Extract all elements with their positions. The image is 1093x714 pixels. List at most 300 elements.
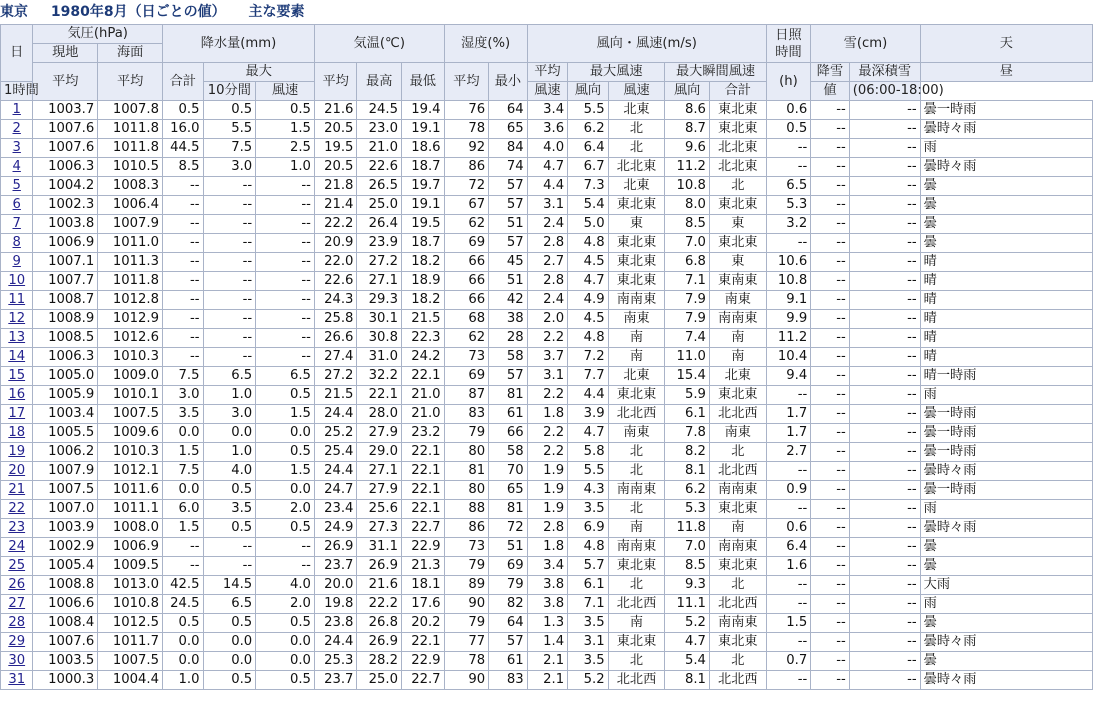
cell-wind-avg: 1.9 [527,500,568,519]
header-sunshine-unit: (h) [766,63,811,101]
table-row [1,177,1093,196]
day-link[interactable]: 15 [8,368,26,383]
cell-temp-avg: 23.7 [314,557,357,576]
cell-humidity-avg: 76 [444,101,489,120]
cell-precip-max-1h: 3.5 [203,500,256,519]
cell-snowfall-total: -- [811,101,849,120]
cell-humidity-min: 79 [489,576,528,595]
header-sea: 海面 [98,44,163,63]
cell-max-wind-speed: 4.5 [568,253,609,272]
cell-sunshine: 3.2 [766,215,811,234]
cell-sunshine: 10.4 [766,348,811,367]
cell-humidity-min: 70 [489,462,528,481]
cell-wind-avg: 4.4 [527,177,568,196]
cell-precip-max-1h: 7.5 [203,139,256,158]
cell-temp-max: 23.0 [357,120,402,139]
cell-humidity-avg: 77 [444,633,489,652]
cell-temp-avg: 21.8 [314,177,357,196]
cell-max-wind-dir: 東北東 [608,272,665,291]
cell-precip-max-1h: -- [203,310,256,329]
cell-max-wind-speed: 4.5 [568,310,609,329]
cell-humidity-min: 57 [489,633,528,652]
day-link[interactable]: 10 [8,273,26,288]
cell-humidity-min: 65 [489,120,528,139]
day-link[interactable]: 17 [8,406,26,421]
cell-humidity-avg: 72 [444,177,489,196]
cell-temp-max: 25.0 [357,671,402,690]
cell-pressure-sea-avg: 1012.9 [98,310,163,329]
cell-weather-daytime: 大雨 [920,576,1092,595]
table-row [1,272,1093,291]
day-link[interactable]: 26 [8,577,26,592]
cell-precip-max-10min: -- [256,253,315,272]
cell-temp-max: 29.3 [357,291,402,310]
cell-snowfall-total: -- [811,633,849,652]
cell-gust-dir: 南東 [709,291,766,310]
cell-gust-dir: 北 [709,177,766,196]
cell-snow-depth: -- [849,139,920,158]
table-row [1,139,1093,158]
cell-temp-avg: 23.8 [314,614,357,633]
cell-day[interactable] [1,367,33,386]
cell-temp-avg: 19.5 [314,139,357,158]
cell-sunshine: 10.8 [766,272,811,291]
cell-pressure-station-avg: 1007.6 [33,120,98,139]
cell-day[interactable] [1,310,33,329]
cell-humidity-avg: 79 [444,424,489,443]
cell-day[interactable] [1,671,33,690]
cell-max-wind-speed: 3.1 [568,633,609,652]
cell-precip-max-1h: 6.5 [203,367,256,386]
day-link[interactable]: 1 [12,102,21,117]
cell-pressure-station-avg: 1007.7 [33,272,98,291]
cell-gust-speed: 5.4 [665,652,710,671]
cell-max-wind-speed: 6.9 [568,519,609,538]
cell-day[interactable] [1,614,33,633]
cell-gust-speed: 7.0 [665,234,710,253]
cell-max-wind-dir: 北 [608,652,665,671]
cell-wind-avg: 2.8 [527,234,568,253]
table-row [1,196,1093,215]
cell-weather-daytime: 晴 [920,348,1092,367]
cell-temp-avg: 25.3 [314,652,357,671]
day-link[interactable]: 4 [12,159,21,174]
cell-pressure-sea-avg: 1009.0 [98,367,163,386]
cell-precip-total: 8.5 [163,158,204,177]
header-snow: 雪(cm) [811,25,920,63]
cell-day[interactable] [1,253,33,272]
cell-snow-depth: -- [849,177,920,196]
day-link[interactable]: 18 [8,425,26,440]
cell-humidity-avg: 66 [444,272,489,291]
cell-temp-min: 22.1 [402,481,445,500]
cell-gust-speed: 8.2 [665,443,710,462]
table-row [1,158,1093,177]
cell-pressure-sea-avg: 1011.8 [98,120,163,139]
header-humidity-min: 最小 [489,63,528,101]
cell-max-wind-speed: 3.5 [568,500,609,519]
cell-snow-depth: -- [849,215,920,234]
cell-precip-total: 7.5 [163,462,204,481]
cell-pressure-station-avg: 1006.3 [33,348,98,367]
header-precip: 降水量(mm) [163,25,315,63]
cell-temp-max: 22.2 [357,595,402,614]
cell-pressure-station-avg: 1002.9 [33,538,98,557]
cell-precip-total: -- [163,291,204,310]
cell-sunshine: 9.4 [766,367,811,386]
cell-day[interactable] [1,633,33,652]
day-link[interactable]: 12 [8,311,26,326]
cell-precip-total: 0.0 [163,424,204,443]
cell-max-wind-dir: 南南東 [608,538,665,557]
cell-wind-avg: 3.4 [527,557,568,576]
cell-day[interactable] [1,557,33,576]
cell-day[interactable] [1,234,33,253]
cell-wind-avg: 3.1 [527,367,568,386]
cell-sunshine: 9.9 [766,310,811,329]
cell-snow-depth: -- [849,329,920,348]
day-link[interactable]: 3 [12,140,21,155]
day-link[interactable]: 13 [8,330,26,345]
cell-gust-dir: 南 [709,519,766,538]
cell-temp-avg: 22.6 [314,272,357,291]
cell-temp-avg: 20.5 [314,158,357,177]
cell-day[interactable] [1,291,33,310]
day-link[interactable]: 19 [8,444,26,459]
day-link[interactable]: 24 [8,539,26,554]
cell-temp-min: 18.1 [402,576,445,595]
cell-max-wind-speed: 6.4 [568,139,609,158]
cell-wind-avg: 1.3 [527,614,568,633]
cell-max-wind-dir: 東北東 [608,386,665,405]
cell-max-wind-dir: 北北東 [608,158,665,177]
cell-pressure-station-avg: 1006.3 [33,158,98,177]
cell-day[interactable] [1,348,33,367]
cell-temp-avg: 22.0 [314,253,357,272]
cell-precip-max-10min: 0.0 [256,424,315,443]
table-row [1,614,1093,633]
cell-snow-depth: -- [849,120,920,139]
cell-max-wind-speed: 5.5 [568,462,609,481]
cell-pressure-station-avg: 1003.9 [33,519,98,538]
cell-humidity-avg: 90 [444,671,489,690]
header-max-wind-dir: 風向 [568,82,609,101]
cell-precip-total: -- [163,557,204,576]
cell-snowfall-total: -- [811,500,849,519]
cell-gust-speed: 8.6 [665,101,710,120]
header-snow-value: 値 [811,82,849,101]
cell-weather-daytime: 曇 [920,196,1092,215]
cell-snow-depth: -- [849,386,920,405]
cell-gust-dir: 南南東 [709,481,766,500]
table-row [1,310,1093,329]
cell-snowfall-total: -- [811,671,849,690]
cell-temp-avg: 27.4 [314,348,357,367]
cell-temp-min: 19.5 [402,215,445,234]
cell-snow-depth: -- [849,405,920,424]
cell-humidity-avg: 69 [444,367,489,386]
cell-gust-speed: 7.9 [665,310,710,329]
cell-day[interactable] [1,576,33,595]
cell-sunshine: 2.7 [766,443,811,462]
cell-wind-avg: 3.4 [527,101,568,120]
cell-gust-speed: 15.4 [665,367,710,386]
cell-snowfall-total: -- [811,348,849,367]
cell-sunshine: 1.7 [766,424,811,443]
day-link[interactable]: 9 [12,254,21,269]
cell-snow-depth: -- [849,158,920,177]
day-link[interactable]: 25 [8,558,26,573]
day-link[interactable]: 7 [12,216,21,231]
cell-gust-dir: 東北東 [709,557,766,576]
cell-snow-depth: -- [849,538,920,557]
table-container[interactable] [0,24,1024,714]
day-link[interactable]: 14 [8,349,26,364]
day-link[interactable]: 8 [12,235,21,250]
cell-max-wind-dir: 北北西 [608,405,665,424]
cell-day[interactable] [1,101,33,120]
day-link[interactable]: 5 [12,178,21,193]
cell-sunshine: 0.7 [766,652,811,671]
cell-pressure-station-avg: 1004.2 [33,177,98,196]
cell-sunshine: -- [766,500,811,519]
cell-day[interactable] [1,519,33,538]
cell-pressure-sea-avg: 1011.1 [98,500,163,519]
cell-precip-max-1h: 0.0 [203,424,256,443]
cell-precip-total: 0.5 [163,614,204,633]
cell-precip-total: 42.5 [163,576,204,595]
cell-pressure-sea-avg: 1009.5 [98,557,163,576]
cell-temp-avg: 26.9 [314,538,357,557]
day-link[interactable]: 6 [12,197,21,212]
cell-gust-speed: 6.1 [665,405,710,424]
cell-pressure-station-avg: 1000.3 [33,671,98,690]
cell-day[interactable] [1,215,33,234]
cell-temp-min: 17.6 [402,595,445,614]
cell-humidity-min: 61 [489,405,528,424]
cell-pressure-station-avg: 1007.1 [33,253,98,272]
cell-day[interactable] [1,595,33,614]
day-link[interactable]: 30 [8,653,26,668]
cell-weather-daytime: 曇 [920,234,1092,253]
table-row [1,120,1093,139]
cell-precip-max-10min: 0.0 [256,652,315,671]
cell-day[interactable] [1,443,33,462]
header-pressure-sea-avg: 平均 [98,63,163,101]
title-location: 東京 [0,4,28,20]
cell-day[interactable] [1,196,33,215]
cell-pressure-station-avg: 1002.3 [33,196,98,215]
cell-sunshine: -- [766,386,811,405]
cell-humidity-avg: 67 [444,196,489,215]
cell-pressure-sea-avg: 1007.9 [98,215,163,234]
cell-sunshine: 11.2 [766,329,811,348]
cell-precip-max-10min: -- [256,291,315,310]
day-link[interactable]: 23 [8,520,26,535]
cell-day[interactable] [1,405,33,424]
cell-precip-max-10min: 0.5 [256,101,315,120]
cell-sunshine: -- [766,234,811,253]
cell-temp-max: 27.3 [357,519,402,538]
cell-sunshine: 6.5 [766,177,811,196]
cell-precip-max-1h: -- [203,557,256,576]
cell-weather-daytime: 曇時々雨 [920,120,1092,139]
cell-day[interactable] [1,272,33,291]
cell-temp-min: 18.7 [402,234,445,253]
cell-day[interactable] [1,538,33,557]
cell-precip-max-10min: -- [256,234,315,253]
cell-pressure-sea-avg: 1010.1 [98,386,163,405]
day-link[interactable]: 21 [8,482,26,497]
cell-humidity-min: 82 [489,595,528,614]
header-gust-speed: 風速 [608,82,665,101]
cell-day[interactable] [1,177,33,196]
cell-weather-daytime: 曇一時雨 [920,405,1092,424]
cell-wind-avg: 4.7 [527,158,568,177]
cell-precip-total: 1.5 [163,443,204,462]
cell-humidity-min: 61 [489,652,528,671]
cell-gust-speed: 6.8 [665,253,710,272]
cell-wind-avg: 3.8 [527,576,568,595]
cell-pressure-station-avg: 1008.9 [33,310,98,329]
cell-wind-avg: 2.0 [527,310,568,329]
cell-gust-speed: 9.6 [665,139,710,158]
cell-max-wind-speed: 6.7 [568,158,609,177]
cell-day[interactable] [1,481,33,500]
cell-day[interactable] [1,386,33,405]
day-link[interactable]: 29 [8,634,26,649]
cell-precip-total: -- [163,196,204,215]
cell-temp-min: 19.4 [402,101,445,120]
cell-max-wind-dir: 東北東 [608,196,665,215]
cell-humidity-min: 42 [489,291,528,310]
cell-gust-speed: 7.1 [665,272,710,291]
cell-weather-daytime: 曇一時雨 [920,424,1092,443]
cell-temp-avg: 25.4 [314,443,357,462]
table-row [1,557,1093,576]
cell-temp-avg: 20.5 [314,120,357,139]
cell-temp-min: 22.7 [402,671,445,690]
cell-day[interactable] [1,462,33,481]
cell-precip-max-1h: -- [203,272,256,291]
cell-snowfall-total: -- [811,177,849,196]
cell-wind-avg: 1.8 [527,405,568,424]
cell-gust-dir: 東 [709,253,766,272]
cell-day[interactable] [1,424,33,443]
cell-max-wind-dir: 南南東 [608,481,665,500]
cell-max-wind-speed: 4.7 [568,424,609,443]
table-row [1,348,1093,367]
day-link[interactable]: 16 [8,387,26,402]
cell-temp-avg: 24.3 [314,291,357,310]
cell-max-wind-dir: 北 [608,120,665,139]
table-row [1,633,1093,652]
day-link[interactable]: 22 [8,501,26,516]
day-link[interactable]: 20 [8,463,26,478]
header-min10: 10分間 [203,82,256,101]
cell-temp-min: 23.2 [402,424,445,443]
header-snowfall: 降雪 [811,63,849,82]
cell-temp-max: 27.2 [357,253,402,272]
cell-temp-max: 30.8 [357,329,402,348]
cell-precip-max-10min: 0.0 [256,633,315,652]
cell-humidity-avg: 89 [444,576,489,595]
cell-sunshine: -- [766,671,811,690]
cell-temp-max: 23.9 [357,234,402,253]
cell-humidity-avg: 88 [444,500,489,519]
cell-pressure-station-avg: 1003.4 [33,405,98,424]
cell-pressure-station-avg: 1005.5 [33,424,98,443]
table-row [1,329,1093,348]
cell-pressure-station-avg: 1005.4 [33,557,98,576]
day-link[interactable]: 11 [8,292,26,307]
cell-weather-daytime: 雨 [920,500,1092,519]
cell-gust-speed: 7.4 [665,329,710,348]
day-link[interactable]: 2 [12,121,21,136]
cell-temp-max: 27.9 [357,481,402,500]
cell-day[interactable] [1,158,33,177]
cell-snow-depth: -- [849,633,920,652]
cell-weather-daytime: 雨 [920,386,1092,405]
cell-max-wind-dir: 北北西 [608,671,665,690]
cell-temp-max: 32.2 [357,367,402,386]
cell-humidity-avg: 73 [444,538,489,557]
header-daytime: 昼 [920,63,1092,82]
cell-precip-total: -- [163,329,204,348]
cell-wind-avg: 1.9 [527,481,568,500]
cell-max-wind-speed: 4.3 [568,481,609,500]
cell-precip-total: -- [163,272,204,291]
cell-precip-max-1h: 1.0 [203,386,256,405]
day-link[interactable]: 27 [8,596,26,611]
cell-snowfall-total: -- [811,310,849,329]
cell-wind-avg: 2.2 [527,329,568,348]
header-weather: 天 [920,25,1092,63]
day-link[interactable]: 31 [8,672,26,687]
cell-precip-max-10min: 0.5 [256,614,315,633]
cell-day[interactable] [1,329,33,348]
cell-max-wind-speed: 5.7 [568,557,609,576]
table-row [1,671,1093,690]
cell-temp-avg: 24.4 [314,633,357,652]
cell-temp-min: 18.2 [402,253,445,272]
cell-precip-max-1h: 5.5 [203,120,256,139]
cell-temp-avg: 21.6 [314,101,357,120]
cell-humidity-min: 72 [489,519,528,538]
cell-day[interactable] [1,500,33,519]
header-temp-min: 最低 [402,63,445,101]
header-sunshine: 日照 時間 [766,25,811,63]
cell-precip-total: 0.5 [163,101,204,120]
cell-humidity-avg: 66 [444,291,489,310]
cell-temp-avg: 21.5 [314,386,357,405]
cell-day[interactable] [1,652,33,671]
cell-temp-min: 22.9 [402,652,445,671]
cell-pressure-station-avg: 1008.8 [33,576,98,595]
cell-wind-avg: 2.4 [527,215,568,234]
day-link[interactable]: 28 [8,615,26,630]
table-row [1,253,1093,272]
cell-snowfall-total: -- [811,329,849,348]
cell-snowfall-total: -- [811,253,849,272]
cell-snow-depth: -- [849,101,920,120]
header-day: 日 [1,25,33,82]
cell-day[interactable] [1,139,33,158]
cell-temp-max: 31.1 [357,538,402,557]
cell-humidity-min: 51 [489,272,528,291]
cell-weather-daytime: 雨 [920,139,1092,158]
cell-day[interactable] [1,120,33,139]
